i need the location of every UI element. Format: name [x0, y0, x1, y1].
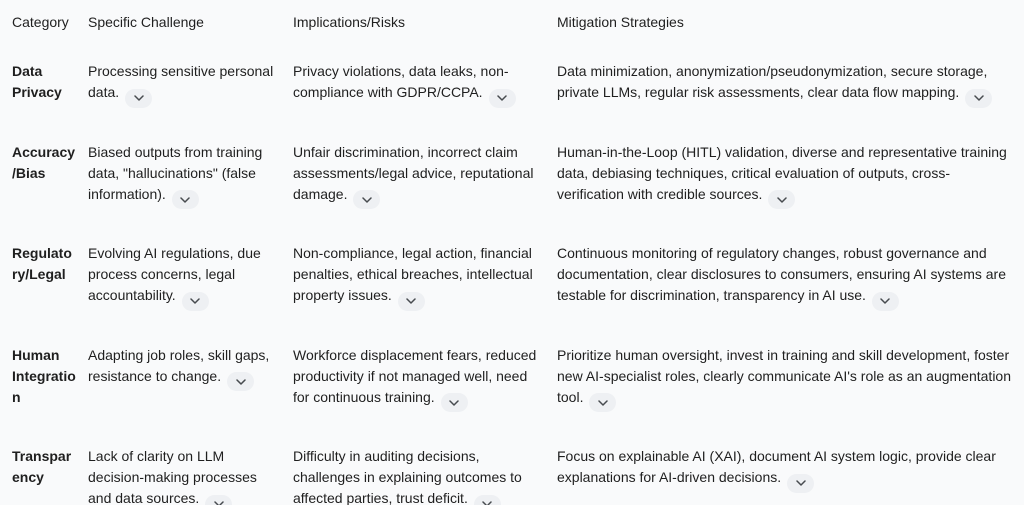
chevron-down-icon [214, 501, 224, 505]
chevron-down-icon [482, 501, 492, 505]
mitigation-text: Prioritize human oversight, invest in training and skill development, foster new AI-specialist roles, clearly communicate AI's role as an augmentation tool. [557, 346, 1012, 405]
table-header-row [12, 12, 1012, 33]
challenge-text: Biased outputs from training data, "hallucinations" (false information). [88, 143, 263, 202]
expand-cell-button[interactable] [172, 190, 199, 209]
table-row-regulatory-legal [12, 243, 1012, 311]
expand-cell-button[interactable] [227, 372, 254, 391]
challenge-text: Adapting job roles, skill gaps, resistance to change. [88, 346, 270, 384]
expand-cell-button[interactable] [474, 495, 501, 505]
expand-cell-button[interactable] [589, 393, 616, 412]
column-header-specific-challenge: Specific Challenge [88, 14, 204, 30]
chevron-down-icon [180, 197, 190, 203]
implications-cell [293, 446, 545, 505]
expand-cell-button[interactable] [182, 292, 209, 311]
category-cell: Data Privacy [12, 63, 62, 100]
mitigation-cell [557, 243, 1012, 311]
mitigation-cell [557, 446, 1012, 493]
expand-cell-button[interactable] [787, 474, 814, 493]
category-cell: Transparency [12, 448, 72, 485]
challenge-text: Evolving AI regulations, due process concerns, legal accountability. [88, 245, 261, 303]
challenge-text: Lack of clarity on LLM decision-making processes and data sources. [88, 448, 257, 505]
chevron-down-icon [134, 95, 144, 101]
table-row-accuracy-bias [12, 142, 1012, 210]
mitigation-cell [557, 142, 1012, 210]
column-header-implications-risks: Implications/Risks [293, 14, 406, 30]
implications-text: Non-compliance, legal action, financial penalties, ethical breaches, intellectual property issues. [293, 245, 533, 303]
implications-text: Workforce displacement fears, reduced productivity if not managed well, need for continuous training. [293, 346, 537, 405]
table-row-human-integration [12, 345, 1012, 413]
expand-cell-button[interactable] [768, 190, 795, 209]
implications-cell [293, 61, 545, 108]
mitigation-text: Human-in-the-Loop (HITL) validation, diverse and representative training data, debiasing techniques, critical evaluation of outputs, cross-verification with credible sources. [557, 143, 1007, 202]
expand-cell-button[interactable] [441, 393, 468, 412]
mitigation-text: Focus on explainable AI (XAI), document AI system logic, provide clear explanations for AI-driven decisions. [557, 448, 996, 485]
implications-cell [293, 345, 545, 413]
chevron-down-icon [406, 298, 416, 304]
expand-cell-button[interactable] [205, 495, 232, 505]
implications-text: Privacy violations, data leaks, non-compliance with GDPR/CCPA. [293, 63, 509, 100]
mitigation-cell [557, 345, 1012, 413]
chevron-down-icon [974, 95, 984, 101]
chevron-down-icon [777, 197, 787, 203]
chevron-down-icon [449, 400, 459, 406]
table-row-transparency [12, 446, 1012, 505]
table-row-data-privacy [12, 61, 1012, 108]
chevron-down-icon [880, 298, 890, 304]
category-cell: Human Integration [12, 346, 76, 405]
implications-cell [293, 243, 545, 311]
challenge-cell [88, 243, 281, 311]
chevron-down-icon [497, 95, 507, 101]
category-cell: Accuracy/Bias [12, 143, 76, 181]
expand-cell-button[interactable] [353, 190, 380, 209]
column-header-category: Category [12, 14, 69, 30]
expand-cell-button[interactable] [965, 89, 992, 108]
implications-text: Unfair discrimination, incorrect claim assessments/legal advice, reputational damage. [293, 143, 534, 202]
mitigation-text: Continuous monitoring of regulatory changes, robust governance and documentation, clear disclosures to consumers, ensuring AI systems are testable for discrimination, transparency in AI use. [557, 245, 1006, 303]
expand-cell-button[interactable] [398, 292, 425, 311]
chevron-down-icon [598, 400, 608, 406]
expand-cell-button[interactable] [872, 292, 899, 311]
expand-cell-button[interactable] [125, 89, 152, 108]
implications-cell [293, 142, 545, 210]
chevron-down-icon [236, 379, 246, 385]
mitigation-cell [557, 61, 1012, 108]
chevron-down-icon [190, 298, 200, 304]
implications-text: Difficulty in auditing decisions, challenges in explaining outcomes to affected parties, trust deficit. [293, 448, 522, 505]
mitigation-text: Data minimization, anonymization/pseudonymization, secure storage, private LLMs, regular risk assessments, clear data flow mapping. [557, 63, 988, 100]
category-cell: Regulatory/Legal [12, 245, 72, 282]
chevron-down-icon [362, 197, 372, 203]
expand-cell-button[interactable] [489, 89, 516, 108]
challenge-text: Processing sensitive personal data. [88, 63, 274, 100]
challenge-cell [88, 446, 281, 505]
challenge-cell [88, 345, 281, 392]
challenge-cell [88, 61, 281, 108]
column-header-mitigation-strategies: Mitigation Strategies [557, 14, 684, 30]
challenge-cell [88, 142, 281, 210]
chevron-down-icon [796, 480, 806, 486]
